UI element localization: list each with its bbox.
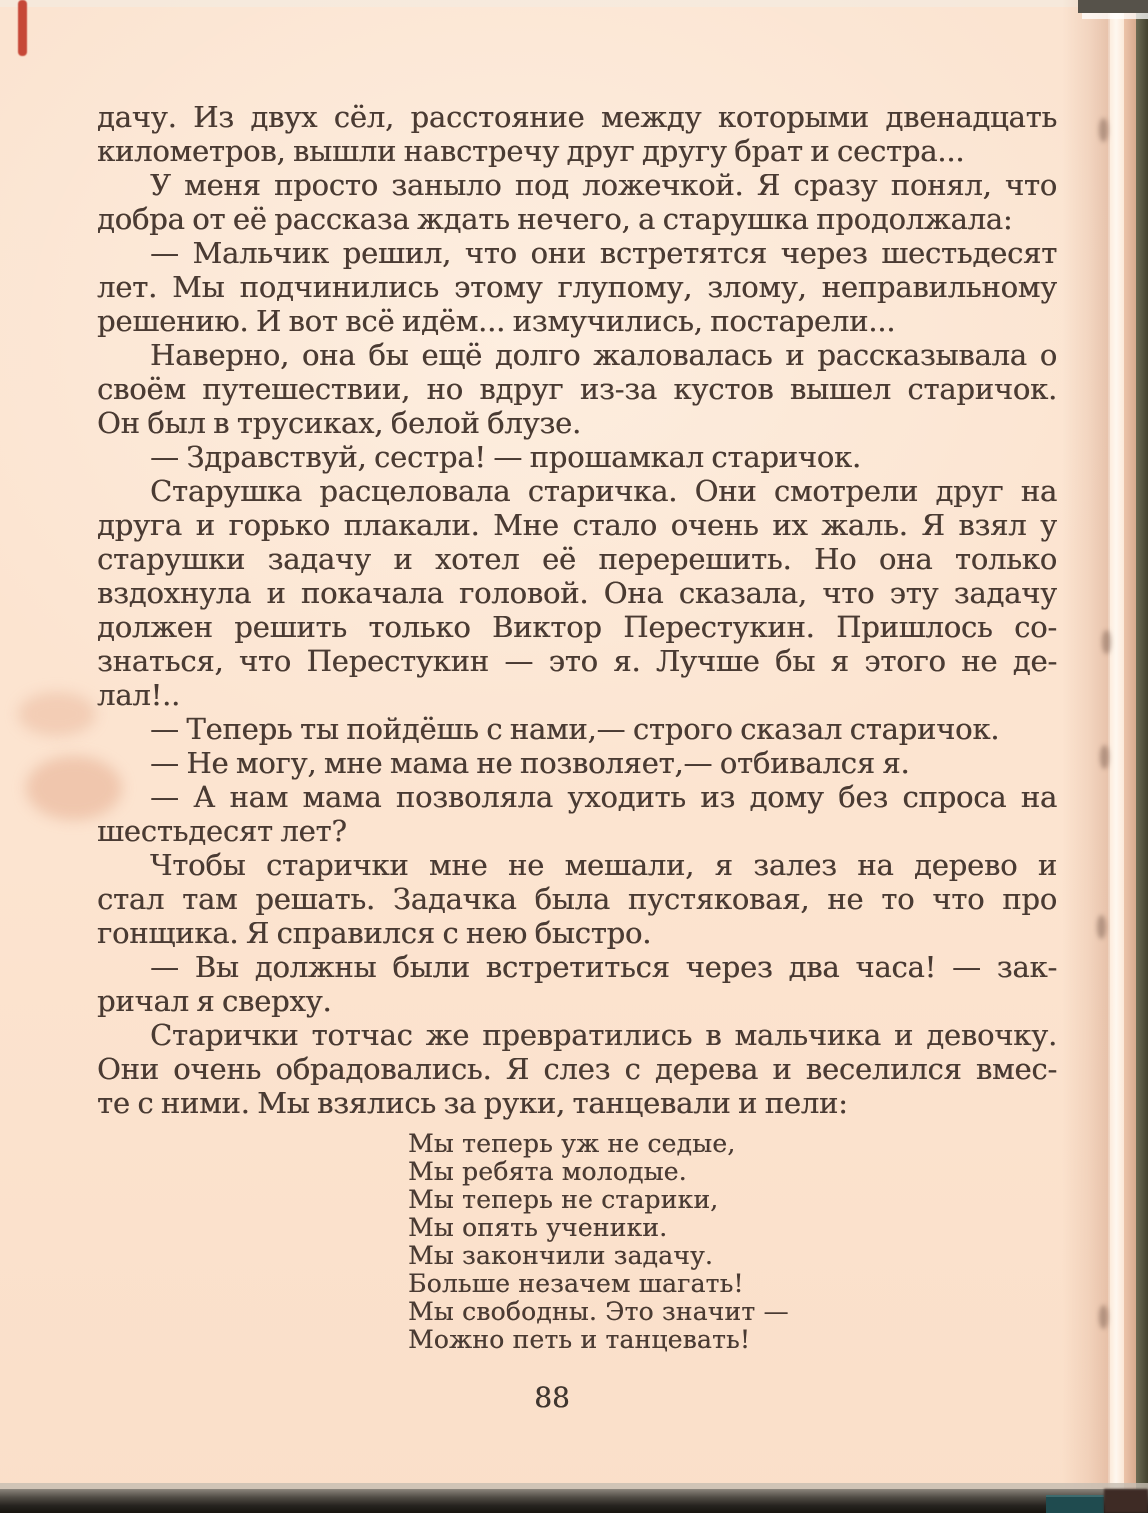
text-line: дачу. Из двух сёл, расстояние между которыми двенадцать	[97, 100, 1057, 134]
teal-cover-patch	[1046, 1495, 1104, 1513]
scan-corner-highlight	[1082, 13, 1148, 19]
poem-line: Можно петь и танцевать!	[408, 1325, 751, 1354]
poem-line: Мы закончили задачу.	[408, 1241, 714, 1270]
red-ink-mark	[18, 0, 27, 56]
poem-block	[408, 1130, 789, 1354]
text-line: километров, вышли навстречу друг другу брат и сестра...	[97, 134, 965, 168]
poem-line: Больше незачем шагать!	[408, 1269, 744, 1298]
text-line: шестьдесят лет?	[97, 814, 347, 848]
show-through-smudge	[18, 692, 96, 736]
bottom-right-dark-corner	[1104, 1489, 1148, 1513]
fore-edge-smudge	[1102, 630, 1111, 654]
body-text-block	[97, 100, 1057, 1120]
text-line: Они очень обрадовались. Я слез с дерева и веселился вмес-	[97, 1052, 1057, 1086]
scan-corner-dark	[1078, 0, 1148, 13]
text-line: лал!..	[97, 678, 181, 712]
text-line: Старички тотчас же превратились в мальчика и девочку.	[150, 1018, 1057, 1052]
fore-edge-smudge	[1097, 915, 1106, 939]
text-line: Старушка расцеловала старичка. Они смотрели друг на	[150, 474, 1057, 508]
text-line: Он был в трусиках, белой блузе.	[97, 406, 581, 440]
text-line: добра от её рассказа ждать нечего, а старушка продолжала:	[97, 202, 1013, 236]
bottom-scan-band	[0, 1489, 1148, 1513]
text-line: — Вы должны были встретиться через два часа! — зак-	[150, 950, 1057, 984]
fore-edge-smudge	[1099, 118, 1108, 142]
fore-edge-smudge	[1100, 745, 1109, 769]
poem-line: Мы свободны. Это значит —	[408, 1297, 789, 1326]
text-line: решению. И вот всё идём... измучились, постарели...	[97, 304, 896, 338]
text-line: те с ними. Мы взялись за руки, танцевали и пели:	[97, 1086, 848, 1120]
poem-line: Мы теперь не старики,	[408, 1185, 719, 1214]
text-line: У меня просто заныло под ложечкой. Я сразу понял, что	[150, 168, 1057, 202]
text-line: — Не могу, мне мама не позволяет,— отбивался я.	[150, 746, 910, 780]
page-edge-tan-strip	[1124, 0, 1136, 1513]
text-line: Чтобы старички мне не мешали, я залез на дерево и	[150, 848, 1057, 882]
text-line: — А нам мама позволяла уходить из дому без спроса на	[150, 780, 1057, 814]
text-line: своём путешествии, но вдруг из-за кустов вышел старичок.	[97, 372, 1057, 406]
book-edge-strip	[1136, 10, 1148, 1504]
poem-line: Мы ребята молодые.	[408, 1157, 687, 1186]
text-line: вздохнула и покачала головой. Она сказала, что эту задачу	[97, 576, 1057, 610]
text-line: гонщика. Я справился с нею быстро.	[97, 916, 652, 950]
poem-line: Мы опять ученики.	[408, 1213, 668, 1242]
text-line: — Теперь ты пойдёшь с нами,— строго сказал старичок.	[150, 712, 1000, 746]
text-line: — Здравствуй, сестра! — прошамкал старичок.	[150, 440, 861, 474]
scan-top-light-edge	[0, 0, 1148, 7]
text-line: Наверно, она бы ещё долго жаловалась и рассказывала о	[150, 338, 1057, 372]
text-line: стал там решать. Задачка была пустяковая, не то что про	[97, 882, 1057, 916]
text-line: лет. Мы подчинились этому глупому, злому, неправильному	[97, 270, 1057, 304]
text-line: старушки задачу и хотел её перерешить. Но она только	[97, 542, 1057, 576]
text-line: знаться, что Перестукин — это я. Лучше бы я этого не де-	[97, 644, 1057, 678]
text-line: — Мальчик решил, что они встретятся через шестьдесят	[150, 236, 1057, 270]
text-line: друга и горько плакали. Мне стало очень их жаль. Я взял у	[97, 508, 1057, 542]
text-line: ричал я сверху.	[97, 984, 332, 1018]
fore-edge-smudge	[1099, 1305, 1108, 1329]
page-number: 88	[534, 1381, 570, 1414]
text-line: должен решить только Виктор Перестукин. Пришлось со-	[97, 610, 1057, 644]
poem-line: Мы теперь уж не седые,	[408, 1129, 736, 1158]
